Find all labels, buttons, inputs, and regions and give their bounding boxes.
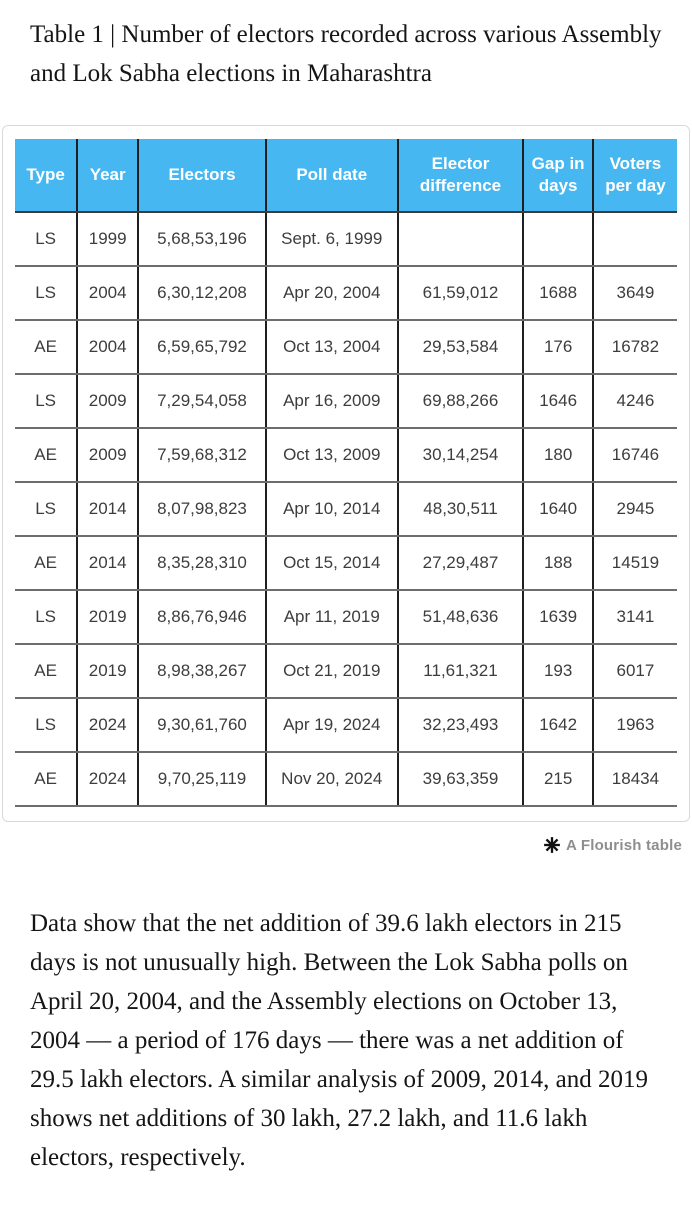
column-header: Type [15, 139, 77, 213]
table-cell: Nov 20, 2024 [266, 752, 398, 806]
table-cell: 2945 [593, 482, 677, 536]
table-cell: 48,30,511 [398, 482, 524, 536]
column-header: Voters per day [593, 139, 677, 213]
table-cell: 193 [523, 644, 593, 698]
table-cell: 2014 [77, 536, 138, 590]
table-cell: 1999 [77, 212, 138, 266]
article-page [0, 16, 692, 1216]
column-header: Electors [138, 139, 266, 213]
table-row [15, 536, 677, 590]
flourish-asterisk-icon [543, 836, 561, 854]
table-cell: 8,98,38,267 [138, 644, 266, 698]
flourish-table-card [2, 125, 690, 823]
table-cell: 2014 [77, 482, 138, 536]
table-cell: LS [15, 266, 77, 320]
table-cell: 8,35,28,310 [138, 536, 266, 590]
article-title: Table 1 | Number of electors recorded across various Assembly and Lok Sabha elections in Maharashtra [30, 21, 662, 87]
table-cell: 5,68,53,196 [138, 212, 266, 266]
table-cell: 215 [523, 752, 593, 806]
table-cell: 6,30,12,208 [138, 266, 266, 320]
column-header: Gap in days [523, 139, 593, 213]
table-cell: 2024 [77, 752, 138, 806]
table-cell: Apr 11, 2019 [266, 590, 398, 644]
table-cell: AE [15, 320, 77, 374]
table-row [15, 428, 677, 482]
table-cell: 61,59,012 [398, 266, 524, 320]
table-cell: Oct 13, 2004 [266, 320, 398, 374]
table-cell: 1688 [523, 266, 593, 320]
header-row [15, 139, 677, 213]
table-cell: AE [15, 428, 77, 482]
table-cell [593, 212, 677, 266]
table-cell: 4246 [593, 374, 677, 428]
table-cell: AE [15, 536, 77, 590]
table-cell: 9,70,25,119 [138, 752, 266, 806]
table-cell [523, 212, 593, 266]
table-row [15, 212, 677, 266]
table-row [15, 644, 677, 698]
table-cell: LS [15, 590, 77, 644]
table-cell: 9,30,61,760 [138, 698, 266, 752]
table-cell: 2019 [77, 644, 138, 698]
electors-table [15, 139, 677, 808]
article-paragraph: Data show that the net addition of 39.6 lakh electors in 215 days is not unusually high. Between the Lok Sabha polls on April 20, 2004, and the Assembly elections on October 13, 2004 — a period of 176 days — there was a net addition of 29.5 lakh electors. A similar analysis of 2009, 2014, and 2019 shows net additions of 30 lakh, 27.2 lakh, and 11.6 lakh electors, respectively. [30, 910, 648, 1172]
table-cell: 1640 [523, 482, 593, 536]
table-cell: 2024 [77, 698, 138, 752]
column-header: Year [77, 139, 138, 213]
table-cell: Oct 21, 2019 [266, 644, 398, 698]
table-row [15, 482, 677, 536]
table-body [15, 212, 677, 806]
table-row [15, 698, 677, 752]
table-cell [398, 212, 524, 266]
table-cell: Oct 15, 2014 [266, 536, 398, 590]
table-cell: Apr 20, 2004 [266, 266, 398, 320]
table-cell: 32,23,493 [398, 698, 524, 752]
table-cell: 11,61,321 [398, 644, 524, 698]
table-cell: 39,63,359 [398, 752, 524, 806]
table-row [15, 590, 677, 644]
table-cell: 2004 [77, 266, 138, 320]
table-cell: 3649 [593, 266, 677, 320]
table-cell: 1963 [593, 698, 677, 752]
table-cell: 180 [523, 428, 593, 482]
table-cell: 1646 [523, 374, 593, 428]
table-cell: 51,48,636 [398, 590, 524, 644]
table-cell: 2019 [77, 590, 138, 644]
table-cell: LS [15, 374, 77, 428]
table-cell: 7,59,68,312 [138, 428, 266, 482]
table-cell: Apr 19, 2024 [266, 698, 398, 752]
table-cell: 6,59,65,792 [138, 320, 266, 374]
table-cell: 188 [523, 536, 593, 590]
flourish-attribution[interactable] [0, 836, 682, 854]
table-row [15, 320, 677, 374]
table-cell: 8,86,76,946 [138, 590, 266, 644]
table-cell: 6017 [593, 644, 677, 698]
table-cell: 16782 [593, 320, 677, 374]
table-cell: Oct 13, 2009 [266, 428, 398, 482]
table-cell: 176 [523, 320, 593, 374]
table-cell: LS [15, 212, 77, 266]
table-cell: 8,07,98,823 [138, 482, 266, 536]
table-cell: 7,29,54,058 [138, 374, 266, 428]
table-cell: Apr 10, 2014 [266, 482, 398, 536]
table-cell: 16746 [593, 428, 677, 482]
table-cell: 2009 [77, 428, 138, 482]
table-cell: 1639 [523, 590, 593, 644]
table-cell: LS [15, 482, 77, 536]
table-cell: 30,14,254 [398, 428, 524, 482]
column-header: Elector difference [398, 139, 524, 213]
flourish-attribution-label: A Flourish table [566, 836, 682, 854]
table-row [15, 752, 677, 806]
table-cell: 2004 [77, 320, 138, 374]
table-cell: AE [15, 752, 77, 806]
table-cell: AE [15, 644, 77, 698]
table-cell: 3141 [593, 590, 677, 644]
table-cell: 18434 [593, 752, 677, 806]
table-cell: 14519 [593, 536, 677, 590]
table-cell: 1642 [523, 698, 593, 752]
table-cell: LS [15, 698, 77, 752]
table-cell: 27,29,487 [398, 536, 524, 590]
table-cell: 29,53,584 [398, 320, 524, 374]
table-cell: Sept. 6, 1999 [266, 212, 398, 266]
table-cell: Apr 16, 2009 [266, 374, 398, 428]
table-row [15, 374, 677, 428]
table-cell: 69,88,266 [398, 374, 524, 428]
table-row [15, 266, 677, 320]
table-cell: 2009 [77, 374, 138, 428]
column-header: Poll date [266, 139, 398, 213]
